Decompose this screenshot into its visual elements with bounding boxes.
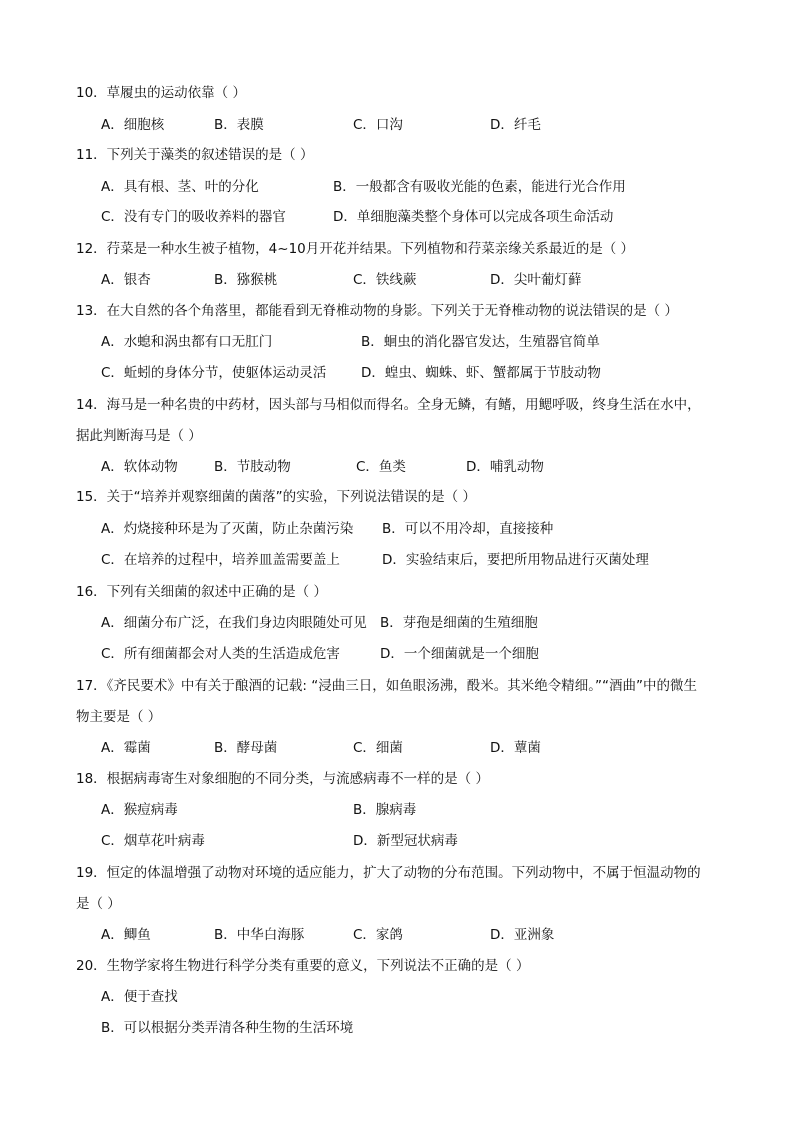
- question-13-option-d: D．蝗虫、蜘蛛、虾、蟹都属于节肢动物: [361, 365, 601, 381]
- question-15-stem: 15．关于“培养并观察细菌的菌落”的实验，下列说法错误的是（ ）: [76, 489, 476, 505]
- question-17-option-b: B．酵母菌: [214, 740, 278, 756]
- question-10-option-d: D．纤毛: [490, 117, 541, 133]
- question-14-option-c: C．鱼类: [356, 459, 406, 475]
- question-18-stem: 18．根据病毒寄生对象细胞的不同分类，与流感病毒不一样的是（ ）: [76, 771, 489, 787]
- question-18-option-d: D．新型冠状病毒: [353, 833, 458, 849]
- question-13-option-a: A．水螅和涡虫都有口无肛门: [101, 334, 273, 350]
- question-13-stem: 13．在大自然的各个角落里，都能看到无脊椎动物的身影。下列关于无脊椎动物的说法错误的是（ ）: [76, 303, 678, 319]
- question-19-stem: 19．恒定的体温增强了动物对环境的适应能力，扩大了动物的分布范围。下列动物中，不属于恒温动物的: [76, 865, 701, 881]
- question-15-option-a: A．灼烧接种环是为了灭菌，防止杂菌污染: [101, 521, 354, 537]
- question-17-option-d: D．蕈菌: [490, 740, 541, 756]
- question-17-stem-continued: 物主要是（ ）: [76, 709, 162, 725]
- question-16-option-c: C．所有细菌都会对人类的生活造成危害: [101, 646, 340, 662]
- question-18-option-c: C．烟草花叶病毒: [101, 833, 205, 849]
- question-17-option-a: A．霉菌: [101, 740, 151, 756]
- question-13-option-c: C．蚯蚓的身体分节，使躯体运动灵活: [101, 365, 327, 381]
- question-19-option-d: D．亚洲象: [490, 927, 555, 943]
- question-10-option-b: B．表膜: [214, 117, 264, 133]
- question-13-option-b: B．蛔虫的消化器官发达，生殖器官简单: [361, 334, 600, 350]
- question-14-option-a: A．软体动物: [101, 459, 178, 475]
- question-15-option-b: B．可以不用冷却，直接接种: [382, 521, 554, 537]
- question-12-option-d: D．尖叶葡灯藓: [490, 272, 582, 288]
- question-11-option-a: A．具有根、茎、叶的分化: [101, 179, 259, 195]
- question-20-stem: 20．生物学家将生物进行科学分类有重要的意义，下列说法不正确的是（ ）: [76, 958, 530, 974]
- question-11-option-b: B．一般都含有吸收光能的色素，能进行光合作用: [333, 179, 626, 195]
- question-10-option-c: C．口沟: [353, 117, 403, 133]
- question-11-option-d: D．单细胞藻类整个身体可以完成各项生命活动: [333, 209, 614, 225]
- question-14-stem-continued: 据此判断海马是（ ）: [76, 428, 202, 444]
- question-17-stem: 17．《齐民要术》中有关于酿酒的记载: “浸曲三日，如鱼眼汤沸，酘米。其米绝令精细。”“酒曲”中的微生: [76, 678, 697, 694]
- question-14-stem: 14．海马是一种名贵的中药材，因头部与马相似而得名。全身无鳞，有鳍，用鳃呼吸，终身生活在水中，: [76, 397, 701, 413]
- question-19-option-b: B．中华白海豚: [214, 927, 305, 943]
- question-15-option-c: C．在培养的过程中，培养皿盖需要盖上: [101, 552, 340, 568]
- question-12-option-a: A．银杏: [101, 272, 151, 288]
- question-18-option-b: B．腺病毒: [353, 802, 417, 818]
- question-10-option-a: A．细胞核: [101, 117, 165, 133]
- question-19-stem-continued: 是（ ）: [76, 896, 121, 912]
- question-20-option-b: B．可以根据分类弄清各种生物的生活环境: [101, 1020, 354, 1036]
- question-15-option-d: D．实验结束后，要把所用物品进行灭菌处理: [382, 552, 649, 568]
- question-16-stem: 16．下列有关细菌的叙述中正确的是（ ）: [76, 584, 327, 600]
- question-19-option-c: C．家鸽: [353, 927, 403, 943]
- question-12-option-b: B．猕猴桃: [214, 272, 278, 288]
- question-18-option-a: A．猴痘病毒: [101, 802, 178, 818]
- question-12-option-c: C．铁线蕨: [353, 272, 417, 288]
- question-14-option-d: D．哺乳动物: [466, 459, 544, 475]
- question-10-stem: 10．草履虫的运动依靠（ ）: [76, 85, 246, 101]
- question-20-option-a: A．便于查找: [101, 989, 178, 1005]
- question-17-option-c: C．细菌: [353, 740, 403, 756]
- question-16-option-a: A．细菌分布广泛，在我们身边肉眼随处可见: [101, 615, 367, 631]
- question-14-option-b: B．节肢动物: [214, 459, 291, 475]
- question-12-stem: 12．荇菜是一种水生被子植物，4~10月开花并结果。下列植物和荇菜亲缘关系最近的是（ ）: [76, 241, 635, 257]
- question-11-option-c: C．没有专门的吸收养料的器官: [101, 209, 286, 225]
- question-19-option-a: A．鲫鱼: [101, 927, 151, 943]
- question-11-stem: 11．下列关于藻类的叙述错误的是（ ）: [76, 147, 314, 163]
- question-16-option-b: B．芽孢是细菌的生殖细胞: [380, 615, 538, 631]
- question-16-option-d: D．一个细菌就是一个细胞: [380, 646, 539, 662]
